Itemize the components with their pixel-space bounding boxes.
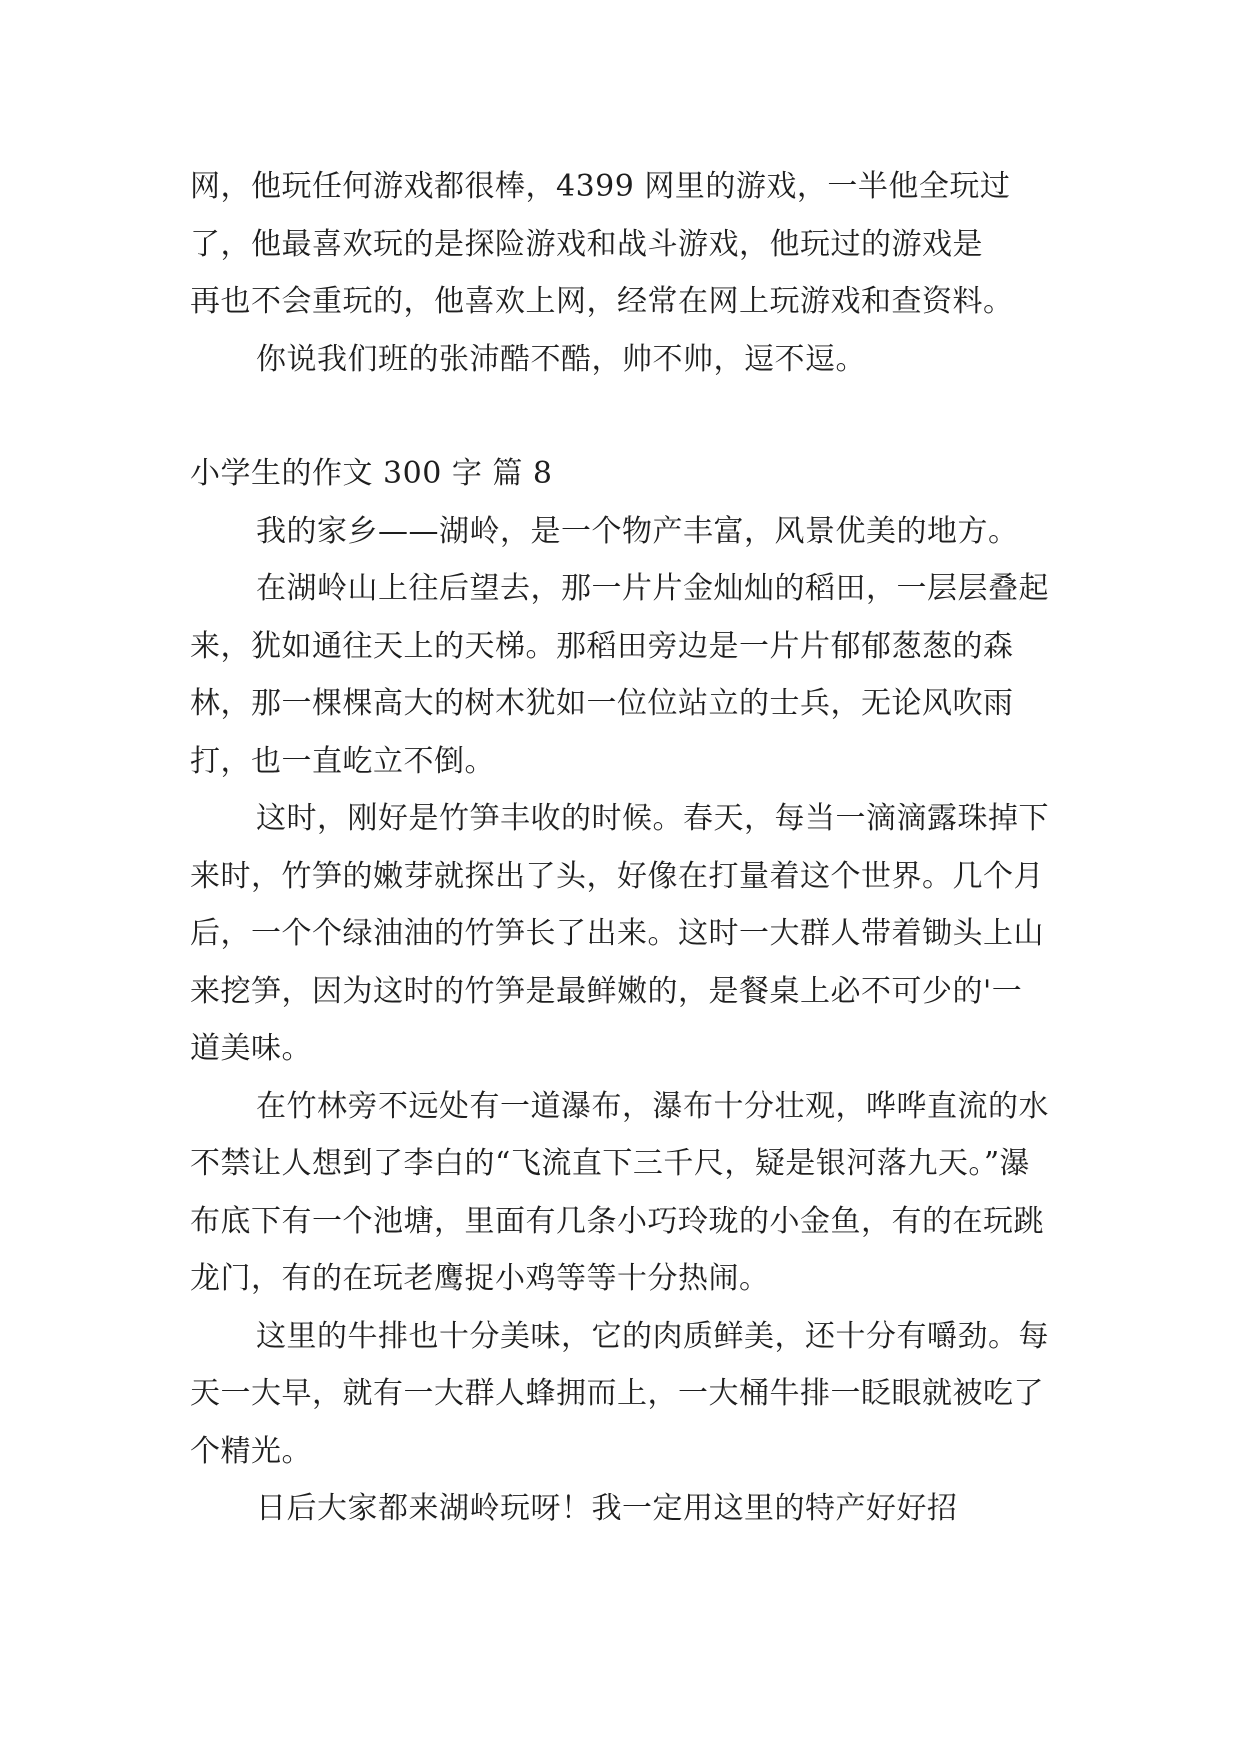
intro-line-2: 了，他最喜欢玩的是探险游戏和战斗游戏，他玩过的游戏是 [190, 226, 983, 262]
document-body [190, 158, 1052, 1538]
paragraph-4: 在竹林旁不远处有一道瀑布，瀑布十分壮观，哗哗直流的水不禁让人想到了李白的“飞流直下三千尺，疑是银河落九天。”瀑布底下有一个池塘，里面有几条小巧玲珑的小金鱼，有的在玩跳龙门，有的在玩老鹰捉小鸡等等十分热闹。 [190, 1088, 1049, 1296]
intro-line-3: 再也不会重玩的，他喜欢上网，经常在网上玩游戏和查资料。 [190, 284, 1014, 319]
paragraph-1: 我的家乡——湖岭，是一个物产丰富，风景优美的地方。 [256, 513, 1019, 549]
intro-closing-paragraph: 你说我们班的张沛酷不酷，帅不帅，逗不逗。 [256, 341, 866, 377]
paragraph-5: 这里的牛排也十分美味，它的肉质鲜美，还十分有嚼劲。每天一大早，就有一大群人蜂拥而上，一大桶牛排一眨眼就被吃了个精光。 [190, 1318, 1049, 1469]
paragraph-2: 在湖岭山上往后望去，那一片片金灿灿的稻田，一层层叠起来，犹如通往天上的天梯。那稻田旁边是一片片郁郁葱葱的森林，那一棵棵高大的树木犹如一位位站立的士兵，无论风吹雨打，也一直屹立不倒。 [190, 571, 1049, 779]
paragraph-6: 日后大家都来湖岭玩呀！我一定用这里的特产好好招 [256, 1491, 958, 1526]
paragraph-3: 这时，刚好是竹笋丰收的时候。春天，每当一滴滴露珠掉下来时，竹笋的嫩芽就探出了头，好像在打量着这个世界。几个月后，一个个绿油油的竹笋长了出来。这时一大群人带着锄头上山来挖笋，因为这时的竹笋是最鲜嫩的，是餐桌上必不可少的'一道美味。 [190, 801, 1049, 1066]
intro-line-1: 网，他玩任何游戏都很棒，4399 网里的游戏，一半他全玩过 [190, 169, 1011, 204]
section-title: 小学生的作文 300 字 篇 8 [190, 456, 553, 491]
